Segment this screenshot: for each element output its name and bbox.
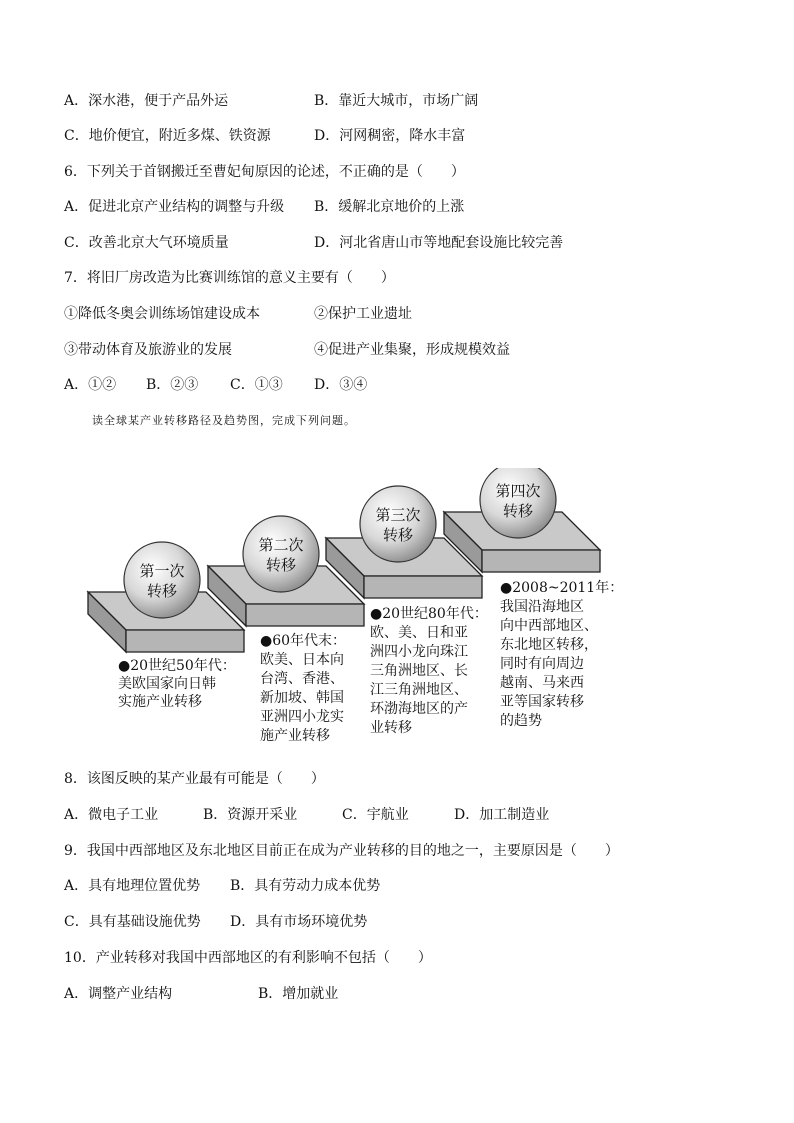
q9-option-a: A．具有地理位置优势 [64,878,201,894]
q9-stem: 9．我国中西部地区及东北地区目前正在成为产业转移的目的地之一，主要原因是（ ） [64,843,619,859]
q5-option-c: C．地价便宜，附近多煤、铁资源 [64,128,271,144]
q10-option-b: B．增加就业 [258,986,339,1002]
q5-option-d: D．河网稠密，降水丰富 [314,128,466,144]
step-1-ball-line-1: 第一次 [139,562,185,580]
q5-option-b: B．靠近大城市，市场广阔 [314,93,479,109]
q9-option-c: C．具有基础设施优势 [64,914,201,930]
q8-option-b: B．资源开采业 [203,807,298,823]
step-4-desc-line-5: 同时有向周边 [500,656,584,672]
step-3-desc-line-1: ●20世纪80年代： [370,606,488,622]
step-1-ball-line-2: 转移 [146,582,178,600]
step-1-desc-line-1: ●20世纪50年代： [118,658,236,674]
step-3-desc-line-6: 环渤海地区的产 [370,701,468,717]
q8-stem: 8．该图反映的某产业最有可能是（ ） [64,771,325,787]
step-3-desc-line-4: 三角洲地区、长 [370,663,468,679]
q8-option-a: A．微电子工业 [64,807,159,823]
q7-stem: 7．将旧厂房改造为比赛训练馆的意义主要有（ ） [64,270,395,286]
step-1-description [118,657,236,710]
q8-option-d: D．加工制造业 [454,807,550,823]
step-2-ball-line-1: 第二次 [258,536,304,554]
q6-stem: 6．下列关于首钢搬迁至曹妃甸原因的论述，不正确的是（ ） [64,164,465,180]
q7-option-b: B．②③ [146,377,199,393]
step-2-desc-line-4: 新加坡、韩国 [260,690,344,706]
q7-option-d: D．③④ [314,377,368,393]
diagram-intro: 读全球某产业转移路径及趋势图，完成下列问题。 [92,414,356,427]
step-3-desc-line-3: 洲四小龙向珠江 [370,644,468,660]
q6-option-c: C．改善北京大气环境质量 [64,235,229,251]
step-3-ball-line-1: 第三次 [375,506,421,524]
step-4-desc-line-6: 越南、马来西 [500,675,584,691]
step-3-description [370,605,488,736]
step-4-desc-line-7: 亚等国家转移 [500,694,584,710]
q8-option-c: C．宇航业 [342,807,409,823]
q10-option-a: A．调整产业结构 [64,986,173,1002]
step-2-desc-line-5: 亚洲四小龙实 [260,709,344,725]
step-4-desc-line-4: 东北地区转移， [500,637,598,653]
industry-transfer-diagram [80,468,640,758]
q6-option-a: A．促进北京产业结构的调整与升级 [64,199,285,215]
step-3-desc-line-7: 业转移 [370,720,412,736]
q7-option-c: C．①③ [230,377,283,393]
step-4-desc-line-1: ●2008~2011年： [500,580,624,596]
step-3-ball-line-2: 转移 [382,526,414,544]
step-4-ball-line-2: 转移 [502,502,534,520]
q7-item-4: ④促进产业集聚，形成规模效益 [314,342,510,358]
q6-option-b: B．缓解北京地价的上涨 [314,199,465,215]
step-1-desc-line-2: 美欧国家向日韩 [118,676,216,692]
q7-item-3: ③带动体育及旅游业的发展 [64,342,232,358]
step-2-ball [243,516,319,592]
step-4-desc-line-8: 的趋势 [500,713,542,729]
step-4-ball-line-1: 第四次 [495,482,541,500]
q10-stem: 10．产业转移对我国中西部地区的有利影响不包括（ ） [64,950,432,966]
q6-option-d: D．河北省唐山市等地配套设施比较完善 [314,235,564,251]
step-4-desc-line-2: 我国沿海地区 [500,599,584,615]
step-2-desc-line-1: ●60年代末： [260,633,347,649]
step-2-ball-line-2: 转移 [265,556,297,574]
step-4-desc-line-3: 向中西部地区、 [500,618,598,634]
step-2-desc-line-3: 台湾、香港、 [260,671,344,687]
step-3-desc-line-2: 欧、美、日和亚 [370,625,468,641]
step-1-desc-line-3: 实施产业转移 [118,694,202,710]
step-4-description [500,579,623,729]
q7-option-a: A．①② [64,377,117,393]
step-3-desc-line-5: 江三角洲地区、 [370,682,468,698]
step-2-desc-line-2: 欧美、日本向 [260,652,344,668]
q9-option-b: B．具有劳动力成本优势 [230,878,381,894]
step-4-ball [480,468,556,538]
q5-option-a: A．深水港，便于产品外运 [64,93,229,109]
step-1-ball [124,542,200,618]
step-2-desc-line-6: 施产业转移 [260,728,330,744]
q7-item-1: ①降低冬奥会训练场馆建设成本 [64,306,260,322]
q9-option-d: D．具有市场环境优势 [230,914,368,930]
step-2-description [260,632,346,744]
step-3-ball [360,486,436,562]
q7-item-2: ②保护工业遗址 [314,306,412,322]
